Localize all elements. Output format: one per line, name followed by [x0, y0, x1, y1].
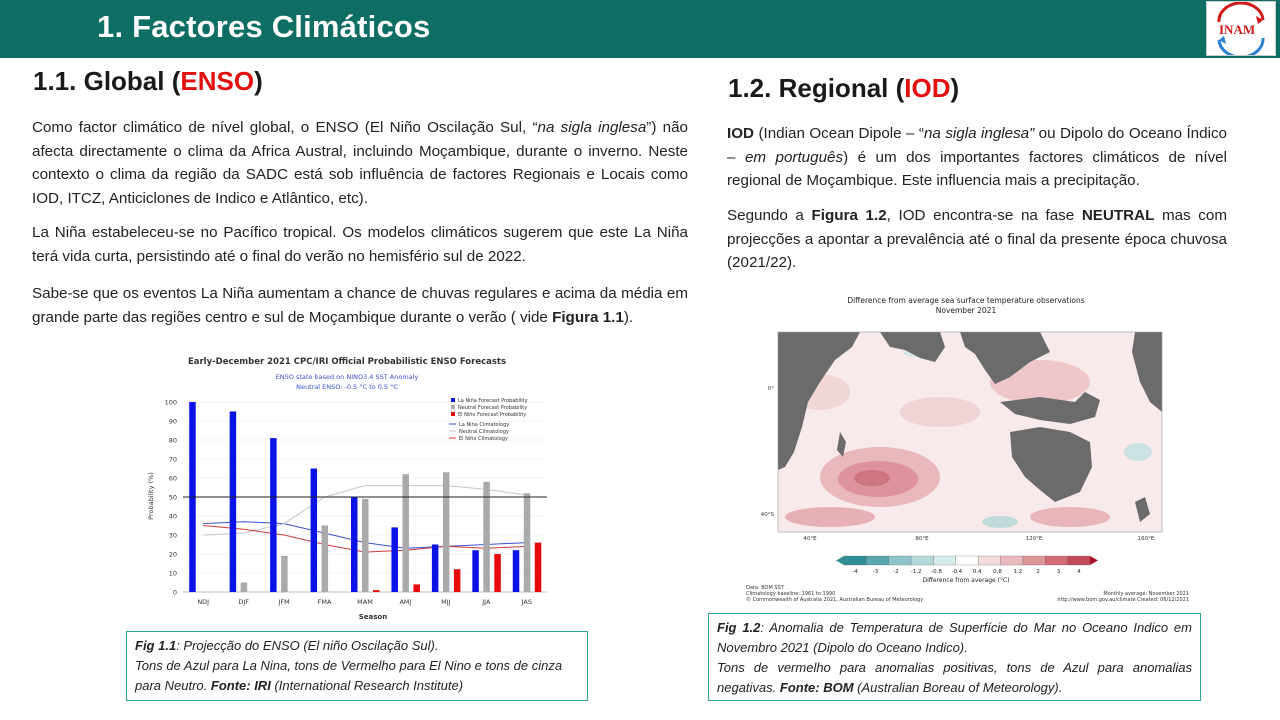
bar: [230, 412, 237, 593]
bar: [443, 472, 450, 592]
map-foot-left-1: Data: BOM SST: [746, 585, 784, 591]
lon-label-120e: 120°E: [1025, 536, 1043, 542]
colorbar: [836, 556, 1098, 575]
legend-swatch: [451, 412, 455, 416]
colorbar-segment: [889, 556, 911, 565]
slide-title: 1. Factores Climáticos: [97, 9, 431, 44]
legend-label: La Niña Climatology: [459, 422, 510, 428]
paragraph-iod-phase: Segundo a Figura 1.2, IOD encontra-se na fase NEUTRAL mas com projecções a apontar a prevalência até o final da presente época chuvosa (2021/22).: [727, 207, 1228, 271]
bar: [483, 482, 490, 592]
enso-forecast-chart: [135, 350, 555, 625]
bar: [402, 474, 409, 592]
legend-label: La Niña Forecast Probability: [458, 398, 528, 404]
x-tick-label: NDJ: [197, 598, 210, 606]
sst-map-svg: [740, 292, 1200, 604]
colorbar-tick-label: 1.2: [1013, 569, 1023, 575]
x-tick-label: JJA: [482, 598, 491, 606]
colorbar-arrow-left: [836, 556, 844, 565]
bar: [513, 550, 520, 592]
colorbar-segment: [866, 556, 888, 565]
lon-label-160e: 160°E: [1137, 536, 1155, 542]
map-foot-right-2: http://www.bom.gov.au/climate Created: 06/12/2021: [1057, 597, 1189, 603]
x-tick-label: FMA: [317, 598, 332, 606]
colorbar-tick-label: -0.8: [931, 569, 942, 575]
bar: [524, 493, 531, 592]
y-tick-label: 100: [164, 398, 177, 407]
map-title-1: Difference from average sea surface temperature observations: [847, 296, 1085, 305]
colorbar-tick-label: -0.4: [951, 569, 963, 575]
paragraph-enso-intro: Como factor climático de nível global, o ENSO (El Niño Oscilação Sul, “na sigla inglesa”) não afecta directamente o clima da Africa Austral, incluindo Moçambique, durante o inverno. Neste contexto o clima da região da SADC está sob influência de factores Regionais e Locais como IOD, ITCZ, Anticiclones de Indico e Atlântico, etc).: [32, 119, 688, 207]
paragraph-la-nina: La Niña estabeleceu-se no Pacífico tropical. Os modelos climáticos sugerem que este La Niña terá vida curta, persistindo até o final do verão no hemisfério sul de 2022.: [32, 224, 688, 265]
lat-label-40s: 40°S: [760, 512, 774, 518]
colorbar-tick-label: -1.2: [910, 569, 922, 575]
bar: [472, 550, 479, 592]
colorbar-tick-label: -3: [872, 569, 879, 575]
heading-regional-iod: 1.2. Regional (IOD): [728, 73, 960, 103]
chart-x-label: Season: [358, 613, 388, 621]
colorbar-tick-label: -4: [852, 569, 858, 575]
legend-label: Neutral Forecast Probability: [458, 405, 528, 411]
bar: [373, 590, 380, 592]
bar: [494, 554, 501, 592]
bar: [432, 545, 439, 593]
y-tick-label: 10: [168, 569, 177, 578]
x-tick-label: JFM: [278, 598, 290, 606]
x-tick-label: JAS: [521, 598, 532, 606]
bar: [322, 526, 329, 593]
bar: [535, 543, 542, 592]
x-tick-label: AMJ: [399, 598, 412, 606]
legend-swatch: [451, 398, 455, 402]
bar: [413, 584, 420, 592]
bar: [270, 438, 277, 592]
bar: [281, 556, 288, 592]
x-tick-label: MAM: [357, 598, 373, 606]
colorbar-segment: [978, 556, 1000, 565]
map-ocean: [778, 332, 1162, 532]
caption-fig-1-1: Fig 1.1: Projecção do ENSO (El niño Oscilação Sul). Tons de Azul para La Nina, tons de Vermelho para El Nino e tons de cinza para Neutro. Fonte: IRI (International Research Institute): [126, 631, 588, 701]
x-tick-label: MJJ: [441, 598, 451, 606]
paragraph-iod-intro: IOD (Indian Ocean Dipole – “na sigla inglesa” ou Dipolo do Oceano Índico – em português) é um dos importantes factores climáticos de nível regional de Moçambique. Este influencia mais a precipitação.: [727, 125, 1228, 189]
legend-label: El Niño Climatology: [459, 436, 508, 442]
colorbar-segment: [1045, 556, 1067, 565]
colorbar-tick-label: 4: [1077, 569, 1081, 575]
bar: [454, 569, 461, 592]
y-tick-label: 90: [168, 417, 177, 426]
colorbar-segment: [933, 556, 955, 565]
bar: [241, 583, 248, 593]
y-tick-label: 20: [168, 550, 177, 559]
bar: [362, 499, 369, 592]
legend-label: Neutral Climatology: [459, 429, 509, 435]
bar: [351, 497, 358, 592]
colorbar-segment: [844, 556, 866, 565]
bar: [391, 527, 398, 592]
colorbar-tick-label: 3: [1056, 569, 1061, 575]
logo-text: INAM: [1219, 22, 1256, 37]
x-tick-label: DJF: [238, 598, 250, 606]
y-tick-label: 60: [168, 474, 177, 483]
colorbar-arrow-right: [1090, 556, 1098, 565]
colorbar-label: Difference from average (°C): [922, 577, 1010, 584]
chart-subtitle-2: Neutral ENSO: -0.5 °C to 0.5 °C: [296, 383, 398, 391]
inam-logo: [1206, 1, 1276, 56]
colorbar-segment: [1001, 556, 1023, 565]
map-foot-left-3: © Commonwealth of Australia 2021, Australian Bureau of Meteorology: [746, 597, 924, 603]
lon-label-80e: 80°E: [915, 536, 929, 542]
lat-label-0: 0°: [767, 386, 774, 392]
colorbar-tick-label: 2: [1036, 569, 1040, 575]
sst-anomaly-map: [740, 292, 1200, 604]
colorbar-segment: [956, 556, 978, 565]
chart-title: Early-December 2021 CPC/IRI Official Probabilistic ENSO Forecasts: [187, 357, 507, 367]
map-foot-right-1: Monthly average: November 2021: [1103, 591, 1189, 597]
colorbar-segment: [911, 556, 933, 565]
colorbar-tick-label: 0.4: [972, 569, 982, 575]
y-tick-label: 50: [168, 493, 177, 502]
legend-swatch: [451, 405, 455, 409]
chart-y-label: Probability (%): [147, 472, 155, 520]
colorbar-tick-label: 0.8: [993, 569, 1002, 575]
y-tick-label: 30: [168, 531, 177, 540]
y-tick-label: 70: [168, 455, 177, 464]
map-foot-left-2: Climatology baseline: 1961 to 1990: [746, 591, 836, 597]
chart-subtitle-1: ENSO state based on NINO3.4 SST Anomaly: [275, 373, 419, 381]
paragraph-la-nina-effects: Sabe-se que os eventos La Niña aumentam a chance de chuvas regulares e acima da média em grande parte das regiões centro e sul de Moçambique durante o verão ( vide Figura 1.1).: [32, 285, 688, 326]
colorbar-segment: [1068, 556, 1090, 565]
enso-chart-svg: [135, 350, 555, 625]
y-tick-label: 40: [168, 512, 177, 521]
colorbar-tick-label: -2: [893, 569, 899, 575]
colorbar-segment: [1023, 556, 1045, 565]
caption-fig-1-2: Fig 1.2: Anomalia de Temperatura de Superfície do Mar no Oceano Indico em Novembro 2021 (Dipolo do Oceano Indico). Tons de vermelho para anomalias positivas, tons de Azul para anomalias negativas. Fonte: BOM (Australian Boreau of Meteorology).: [708, 613, 1201, 701]
heading-global-enso: 1.1. Global (ENSO): [33, 66, 263, 96]
map-title-2: November 2021: [935, 306, 997, 315]
lon-label-40e: 40°E: [803, 536, 817, 542]
legend-label: El Niño Forecast Probability: [458, 412, 527, 418]
y-tick-label: 80: [168, 436, 177, 445]
title-bar: [0, 0, 1280, 58]
bar: [311, 469, 318, 593]
y-tick-label: 0: [172, 588, 177, 597]
